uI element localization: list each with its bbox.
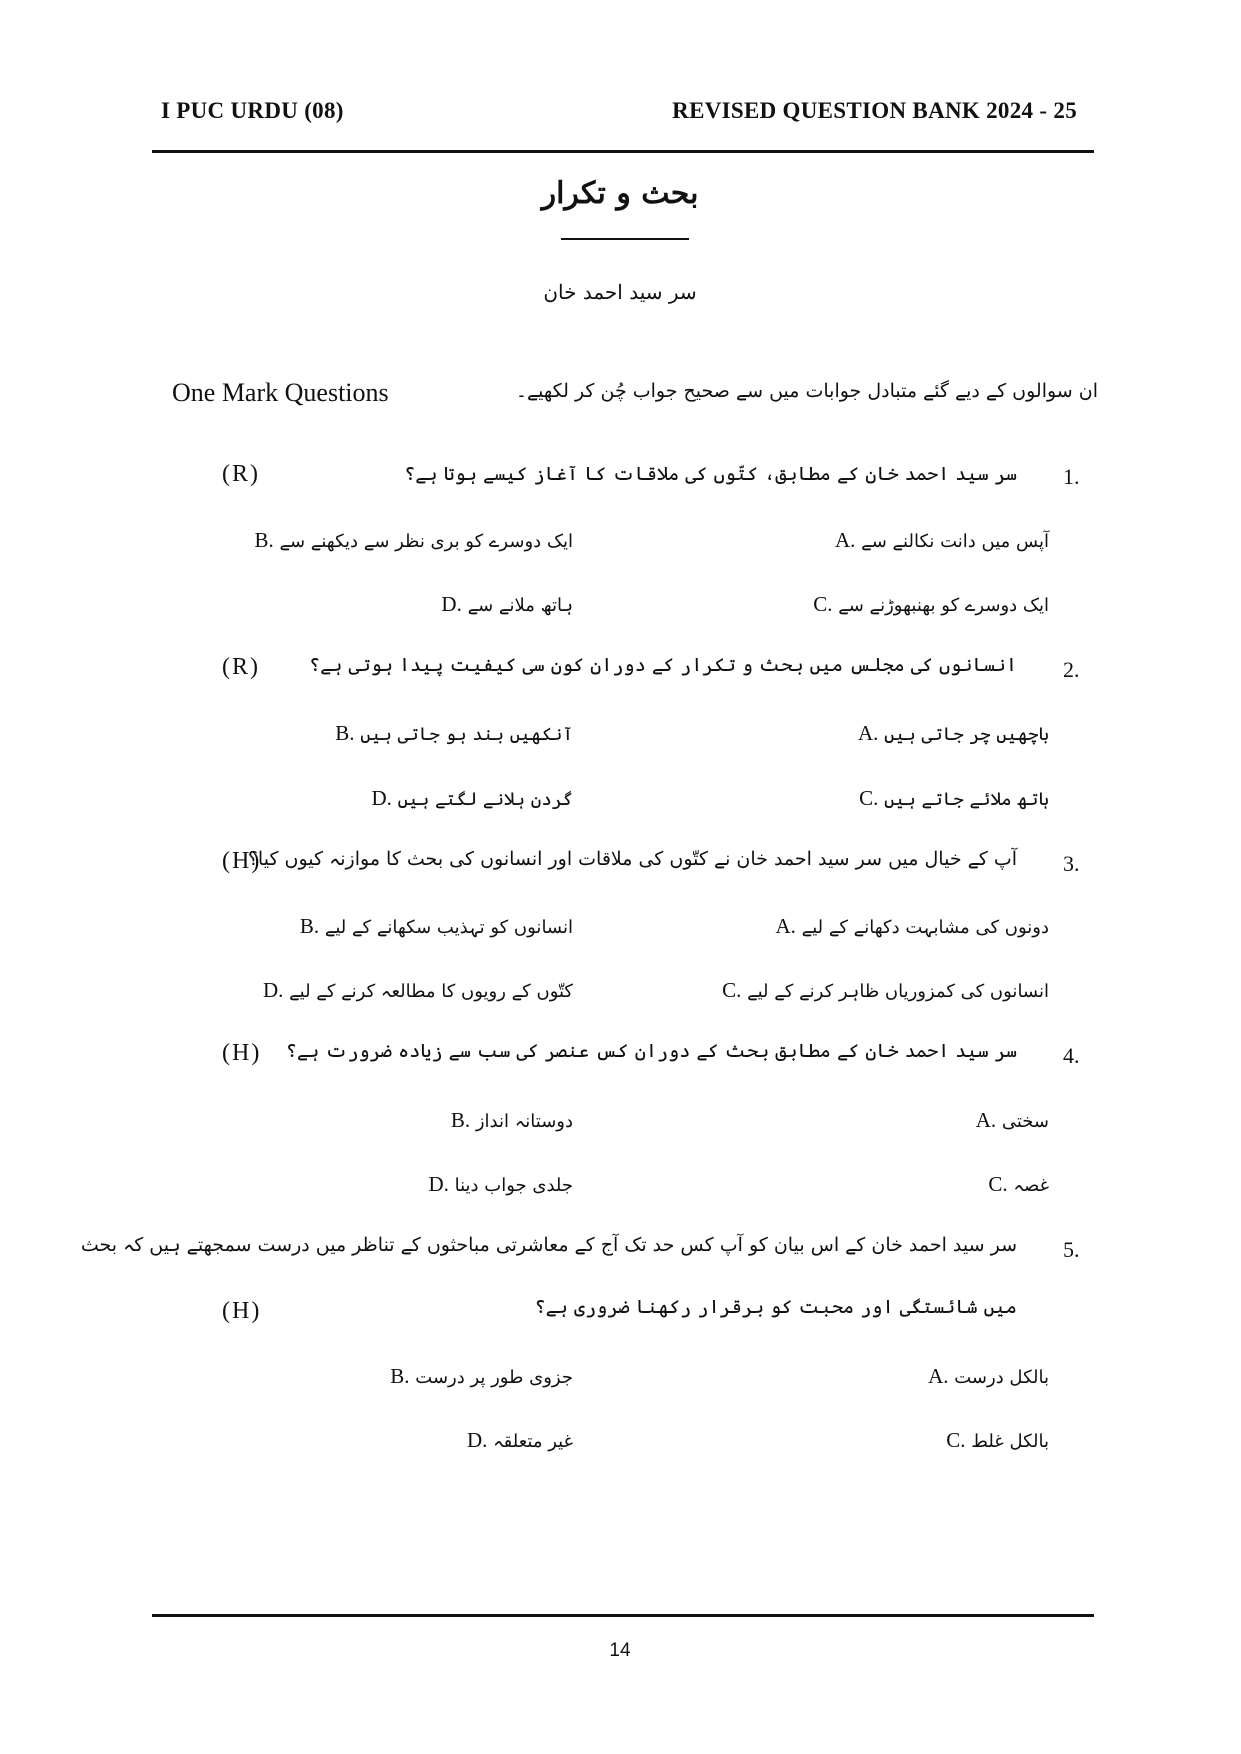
header-left: I PUC URDU (08) — [161, 98, 344, 123]
option-c: C. بالکل غلط — [946, 1428, 1049, 1452]
option-b: B. انسانوں کو تہذیب سکھانے کے لیے — [299, 914, 573, 938]
option-a: A. دونوں کی مشابہت دکھانے کے لیے — [775, 914, 1049, 938]
header-rule — [152, 150, 1094, 153]
question-number: 1. — [1063, 464, 1080, 489]
title-underline — [561, 238, 689, 240]
author-name: سر سید احمد خان — [543, 280, 697, 304]
question-number: 2. — [1063, 657, 1080, 682]
header-right: REVISED QUESTION BANK 2024 - 25 — [672, 98, 1077, 123]
option-b: B. آنکھیں بند ہو جاتی ہیں — [335, 721, 573, 745]
section-label: One Mark Questions — [172, 378, 389, 407]
option-d: D. ہاتھ ملانے سے — [441, 592, 573, 616]
option-a: A. آپس میں دانت نکالنے سے — [834, 528, 1049, 552]
question-number: 4. — [1063, 1043, 1080, 1068]
option-a: A. باچھیں چر جاتی ہیں — [858, 721, 1049, 745]
option-b: B. ایک دوسرے کو بری نظر سے دیکھنے سے — [254, 528, 573, 552]
option-c: C. ہاتھ ملائے جاتے ہیں — [859, 786, 1049, 810]
question-text: سر سید احمد خان کے مطابق، کتّوں کی ملاقات کا آغاز کیسے ہوتا ہے؟ — [404, 463, 1017, 485]
question-tag: (H) — [222, 1040, 262, 1066]
chapter-title: بحث و تکرار — [541, 176, 699, 211]
option-d: D. جلدی جواب دینا — [428, 1172, 573, 1196]
question-number: 5. — [1063, 1237, 1080, 1262]
option-a: A. بالکل درست — [928, 1364, 1049, 1388]
question-text: سر سید احمد خان کے مطابق بحث کے دوران کس عنصر کی سب سے زیادہ ضرورت ہے؟ — [285, 1040, 1017, 1062]
option-c: C. غصہ — [988, 1172, 1049, 1196]
question-text: انسانوں کی مجلس میں بحث و تکرار کے دوران کون سی کیفیت پیدا ہوتی ہے؟ — [309, 654, 1017, 676]
question-tag: (R) — [222, 654, 260, 680]
option-d: D. غیر متعلقہ — [466, 1428, 573, 1452]
question-text: آپ کے خیال میں سر سید احمد خان نے کتّوں کی ملاقات اور انسانوں کی بحث کا موازنہ کیوں کیا؟ — [247, 848, 1017, 870]
option-d: D. گردن ہلانے لگتے ہیں — [371, 786, 573, 810]
question-tag: (R) — [222, 461, 260, 487]
option-d: D. کتّوں کے رویوں کا مطالعہ کرنے کے لیے — [262, 978, 573, 1002]
question-tag: (H) — [222, 1298, 262, 1324]
instruction-text: ان سوالوں کے دیے گئے متبادل جوابات میں سے صحیح جواب چُن کر لکھیے۔ — [515, 380, 1098, 402]
page-number: 14 — [609, 1640, 631, 1661]
option-a: A. سختی — [975, 1108, 1049, 1132]
question-tag: (H) — [222, 848, 262, 874]
option-c: C. انسانوں کی کمزوریاں ظاہر کرنے کے لیے — [722, 978, 1049, 1002]
option-b: B. دوستانہ انداز — [450, 1108, 573, 1132]
question-text-continued: میں شائستگی اور محبت کو برقرار رکھنا ضروری ہے؟ — [534, 1296, 1017, 1318]
option-b: B. جزوی طور پر درست — [390, 1364, 573, 1388]
option-c: C. ایک دوسرے کو بھنبھوڑنے سے — [813, 592, 1049, 616]
question-number: 3. — [1063, 851, 1080, 876]
footer-rule — [152, 1614, 1094, 1617]
question-text: سر سید احمد خان کے اس بیان کو آپ کس حد تک آج کے معاشرتی مباحثوں کے تناظر میں درست سمجھتے ہیں کہ بحث — [80, 1234, 1017, 1256]
